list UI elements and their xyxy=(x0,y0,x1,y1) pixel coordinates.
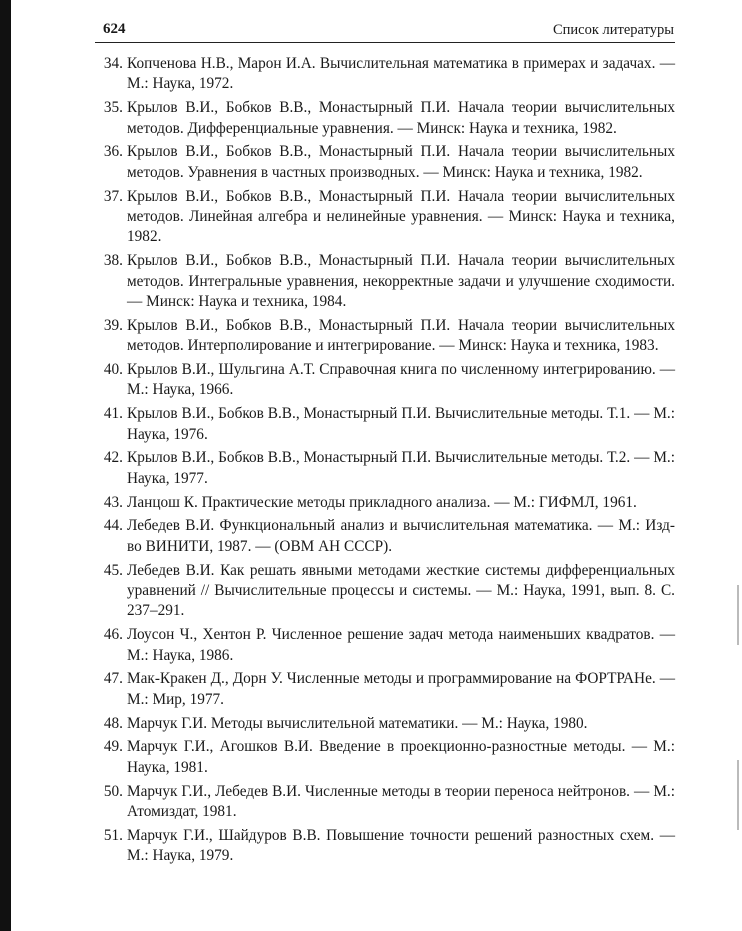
reference-text: Лебедев В.И. Функциональный анализ и вычислительная математика. — М.: Изд-во ВИНИТИ, 1987. — (ОВМ АН СССР). xyxy=(127,517,675,555)
reference-text: Крылов В.И., Бобков В.В., Монастырный П.И. Вычислительные методы. Т.2. — М.: Наука, 1977. xyxy=(127,449,675,487)
reference-item xyxy=(87,98,675,139)
reference-number: 34. xyxy=(103,55,123,72)
reference-list xyxy=(87,54,675,870)
reference-number: 43. xyxy=(103,493,123,511)
reference-item xyxy=(87,737,675,778)
reference-text: Крылов В.И., Бобков В.В., Монастырный П.И. Вычислительные методы. Т.1. — М.: Наука, 1976. xyxy=(127,405,675,443)
scan-edge-shadow xyxy=(0,0,11,931)
reference-text: Марчук Г.И., Агошков В.И. Введение в проекционно-разностные методы. — М.: Наука, 1981. xyxy=(127,738,675,776)
reference-text: Копченова Н.В., Марон И.А. Вычислительная математика в примерах и задачах. — М.: Наука, 1972. xyxy=(127,55,675,93)
reference-item xyxy=(87,187,675,248)
reference-text: Марчук Г.И., Шайдуров В.В. Повышение точности решений разностных схем. — М.: Наука, 1979. xyxy=(127,826,675,865)
reference-number: 50. xyxy=(103,782,123,800)
reference-number: 36. xyxy=(103,143,123,161)
reference-item xyxy=(87,714,675,734)
reference-item xyxy=(87,625,675,666)
reference-number: 45. xyxy=(103,561,123,579)
reference-text: Крылов В.И., Шульгина А.Т. Справочная книга по численному интегрированию. — М.: Наука, 1966. xyxy=(127,361,675,399)
reference-text: Марчук Г.И., Лебедев В.И. Численные методы в теории переноса нейтронов. — М.: Атомиздат, 1981. xyxy=(127,782,675,821)
reference-text: Крылов В.И., Бобков В.В., Монастырный П.И. Начала теории вычислительных методов. Интерполирование и интегрирование. — Минск: Наука и техника, 1983. xyxy=(127,316,675,355)
reference-number: 42. xyxy=(103,449,123,467)
reference-item xyxy=(87,826,675,867)
reference-item xyxy=(87,316,675,357)
reference-text: Крылов В.И., Бобков В.В., Монастырный П.И. Начала теории вычислительных методов. Линейная алгебра и нелинейные уравнения. — Минск: Наука и техника, 1982. xyxy=(127,187,675,246)
reference-text: Лебедев В.И. Как решать явными методами жесткие системы дифференциальных уравнений // Вычислительные процессы и системы. — М.: Наука, 1991, вып. 8. С. 237–291. xyxy=(127,561,675,620)
reference-number: 46. xyxy=(103,626,123,644)
reference-item xyxy=(87,404,675,445)
reference-text: Крылов В.И., Бобков В.В., Монастырный П.И. Начала теории вычислительных методов. Уравнения в частных производных. — Минск: Наука и техника, 1982. xyxy=(127,143,675,181)
running-title: Список литературы xyxy=(552,22,674,38)
reference-number: 44. xyxy=(103,517,123,535)
reference-text: Мак-Кракен Д., Дорн У. Численные методы и программирование на ФОРТРАНе. — М.: Мир, 1977. xyxy=(127,670,675,708)
reference-number: 40. xyxy=(103,361,123,379)
reference-text: Ланцош К. Практические методы прикладного анализа. — М.: ГИФМЛ, 1961. xyxy=(127,493,637,511)
page-number: 624 xyxy=(103,21,126,37)
reference-item xyxy=(87,142,675,183)
reference-text: Марчук Г.И. Методы вычислительной математики. — М.: Наука, 1980. xyxy=(127,714,588,732)
reference-item xyxy=(87,669,675,710)
reference-number: 47. xyxy=(103,670,123,688)
reference-item xyxy=(87,251,675,312)
reference-item xyxy=(87,561,675,622)
reference-item xyxy=(87,54,675,95)
reference-number: 38. xyxy=(103,252,123,270)
reference-text: Лоусон Ч., Хентон Р. Численное решение задач метода наименьших квадратов. — М.: Наука, 1986. xyxy=(127,626,675,664)
reference-item xyxy=(87,782,675,823)
reference-text: Крылов В.И., Бобков В.В., Монастырный П.И. Начала теории вычислительных методов. Интегральные уравнения, некорректные задачи и улучшение сходимости. — Минск: Наука и техника, 1984. xyxy=(127,252,675,311)
reference-item xyxy=(87,360,675,401)
scan-edge-mark xyxy=(737,760,739,830)
reference-number: 48. xyxy=(103,714,123,732)
reference-number: 51. xyxy=(103,826,123,844)
reference-number: 39. xyxy=(103,316,123,334)
reference-item xyxy=(87,448,675,489)
reference-number: 37. xyxy=(103,187,123,205)
reference-item xyxy=(87,516,675,557)
page-header xyxy=(95,20,675,43)
reference-text: Крылов В.И., Бобков В.В., Монастырный П.И. Начала теории вычислительных методов. Дифференциальные уравнения. — Минск: Наука и техника, 1982. xyxy=(127,99,675,137)
reference-item xyxy=(87,493,675,513)
reference-number: 49. xyxy=(103,738,123,756)
reference-number: 35. xyxy=(103,99,123,117)
reference-number: 41. xyxy=(103,405,123,423)
scan-edge-mark xyxy=(737,585,739,645)
